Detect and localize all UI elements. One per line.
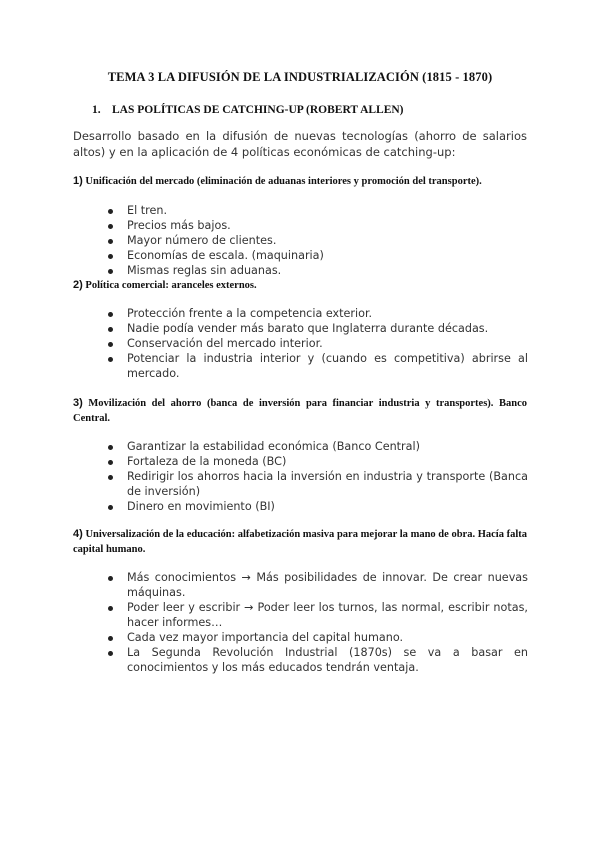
policy-heading-4 bbox=[73, 527, 527, 557]
bullet-dot bbox=[108, 209, 113, 214]
bullet-dot bbox=[108, 445, 113, 450]
policy-heading-text: Universalización de la educación: alfabetización masiva para mejorar la mano de obra. Hacía falta capital humano. bbox=[73, 529, 528, 555]
list-item: Redirigir los ahorros hacia la inversión en industria y transporte (Banca de inversión) bbox=[108, 469, 528, 499]
intro-paragraph: Desarrollo basado en la difusión de nuevas tecnologías (ahorro de salarios altos) y en la aplicación de 4 políticas económicas de catching-up: bbox=[73, 129, 527, 159]
bullet-list-2 bbox=[108, 306, 528, 381]
bullet-dot bbox=[108, 342, 113, 347]
policy-heading-2 bbox=[73, 278, 527, 294]
list-item: Dinero en movimiento (BI) bbox=[108, 499, 528, 514]
list-item: Poder leer y escribir → Poder leer los turnos, las normal, escribir notas, hacer informes… bbox=[108, 600, 528, 630]
list-item: Precios más bajos. bbox=[108, 218, 528, 233]
bullet-dot bbox=[108, 636, 113, 641]
policy-heading-text: Movilización del ahorro (banca de inversión para financiar industria y transportes). Banco Central. bbox=[73, 398, 527, 424]
bullet-list-4 bbox=[108, 570, 528, 675]
bullet-dot bbox=[108, 312, 113, 317]
policy-heading-3 bbox=[73, 396, 527, 426]
bullet-dot bbox=[108, 651, 113, 656]
list-item: El tren. bbox=[108, 203, 528, 218]
bullet-dot bbox=[108, 224, 113, 229]
list-item: Mismas reglas sin aduanas. bbox=[108, 263, 528, 278]
list-item: Cada vez mayor importancia del capital humano. bbox=[108, 630, 528, 645]
bullet-dot bbox=[108, 576, 113, 581]
list-item: Fortaleza de la moneda (BC) bbox=[108, 454, 528, 469]
bullet-list-1 bbox=[108, 203, 528, 278]
bullet-dot bbox=[108, 460, 113, 465]
policy-heading-1 bbox=[73, 174, 527, 190]
section-heading-text: LAS POLÍTICAS DE CATCHING-UP (ROBERT ALLEN) bbox=[112, 104, 404, 116]
policy-number: 4) bbox=[73, 528, 83, 540]
bullet-dot bbox=[108, 327, 113, 332]
document-title: TEMA 3 LA DIFUSIÓN DE LA INDUSTRIALIZACIÓN (1815 - 1870) bbox=[107, 70, 493, 84]
policy-number: 3) bbox=[73, 397, 83, 409]
list-item: Más conocimientos → Más posibilidades de innovar. De crear nuevas máquinas. bbox=[108, 570, 528, 600]
bullet-dot bbox=[108, 505, 113, 510]
section-heading bbox=[92, 104, 404, 116]
policy-heading-text: Política comercial: aranceles externos. bbox=[85, 280, 257, 291]
bullet-dot bbox=[108, 475, 113, 480]
list-item: Conservación del mercado interior. bbox=[108, 336, 528, 351]
policy-number: 1) bbox=[73, 175, 83, 187]
policy-number: 2) bbox=[73, 279, 83, 291]
bullet-dot bbox=[108, 269, 113, 274]
list-item: Garantizar la estabilidad económica (Banco Central) bbox=[108, 439, 528, 454]
bullet-list-3 bbox=[108, 439, 528, 514]
bullet-dot bbox=[108, 254, 113, 259]
policy-heading-text: Unificación del mercado (eliminación de aduanas interiores y promoción del transporte). bbox=[85, 176, 482, 187]
list-item: Nadie podía vender más barato que Inglaterra durante décadas. bbox=[108, 321, 528, 336]
list-item: Mayor número de clientes. bbox=[108, 233, 528, 248]
bullet-dot bbox=[108, 357, 113, 362]
list-item: Protección frente a la competencia exterior. bbox=[108, 306, 528, 321]
list-item: Economías de escala. (maquinaria) bbox=[108, 248, 528, 263]
section-number: 1. bbox=[92, 104, 101, 116]
list-item: Potenciar la industria interior y (cuando es competitiva) abrirse al mercado. bbox=[108, 351, 528, 381]
list-item: La Segunda Revolución Industrial (1870s) se va a basar en conocimientos y los más educados tendrán ventaja. bbox=[108, 645, 528, 675]
bullet-dot bbox=[108, 606, 113, 611]
bullet-dot bbox=[108, 239, 113, 244]
